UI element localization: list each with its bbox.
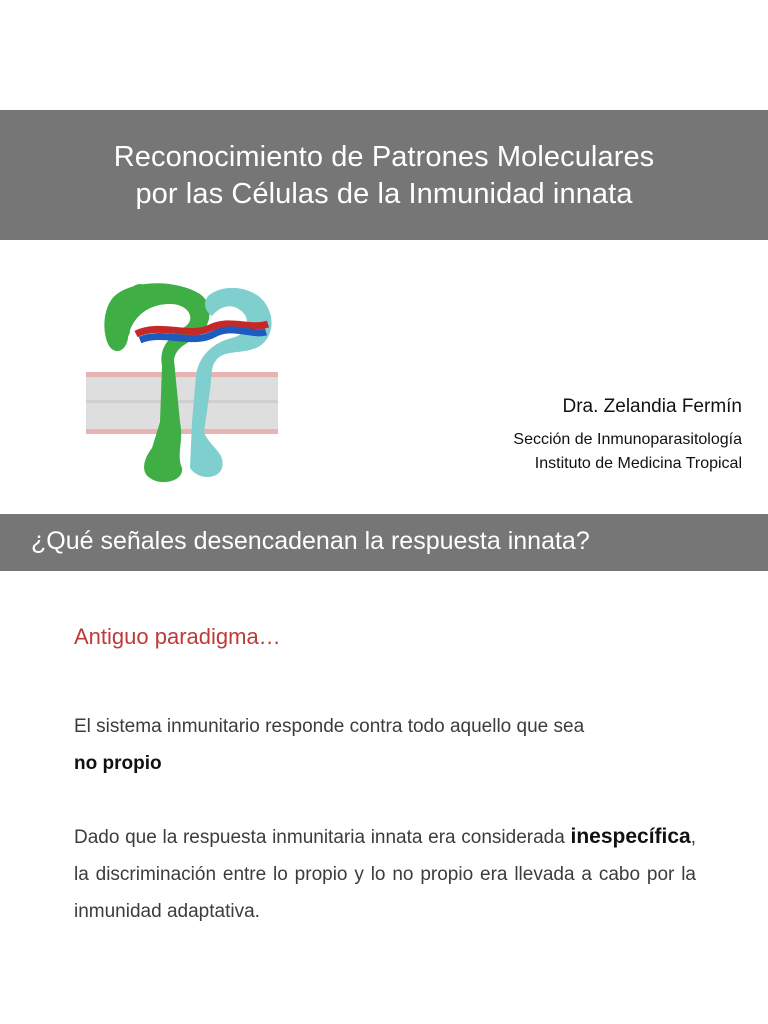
paragraph-2 (74, 818, 696, 930)
title-banner (0, 110, 768, 240)
title-line-1: Reconocimiento de Patrones Moleculares (113, 141, 655, 173)
paragraph-2-bold: inespecífica (570, 825, 691, 848)
affiliation-section: Sección de Inmunoparasitología (513, 431, 742, 448)
receptor-membrane-illustration (80, 272, 285, 494)
paragraph-2-end: , la discriminación entre lo propio y lo no propio era llevada a cabo por la inmunidad adaptativa. (74, 827, 696, 922)
paragraph-2-start: Dado que la respuesta inmunitaria innata era considerada (74, 827, 565, 848)
affiliation-institute: Instituto de Medicina Tropical (534, 455, 742, 472)
section-question: ¿Qué señales desencadenan la respuesta innata? (31, 527, 590, 555)
lipid-membrane (86, 372, 278, 434)
paragraph-1 (74, 708, 696, 782)
author-name: Dra. Zelandia Fermín (562, 396, 742, 417)
title-line-2: por las Células de la Inmunidad innata (135, 178, 633, 210)
paragraph-1-text: El sistema inmunitario responde contra todo aquello que sea (74, 716, 585, 737)
subheading: Antiguo paradigma… (74, 624, 281, 649)
section-banner (0, 514, 768, 571)
paragraph-1-bold: no propio (74, 753, 162, 774)
